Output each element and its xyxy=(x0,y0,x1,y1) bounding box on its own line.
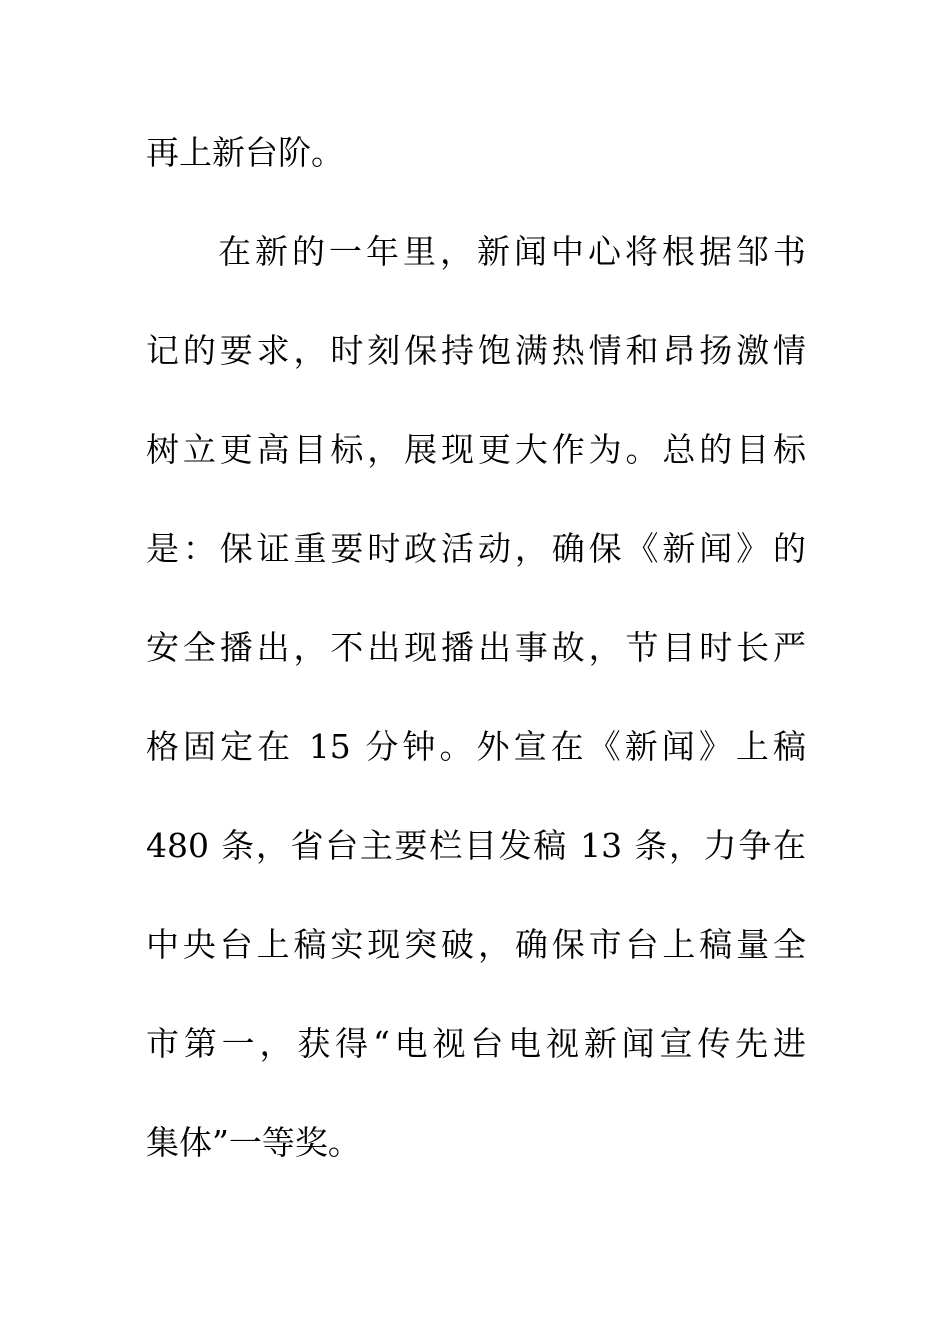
text-line-2: 在新的一年里，新闻中心将根据邹书 xyxy=(218,232,806,271)
text-line-6: 安全播出，不出现播出事故，节目时长严 xyxy=(146,628,806,667)
text-line-9: 中央台上稿实现突破，确保市台上稿量全 xyxy=(146,925,806,964)
text-line-4: 树立更高目标，展现更大作为。总的目标 xyxy=(146,430,806,469)
text-line-3: 记的要求，时刻保持饱满热情和昂扬激情 xyxy=(146,331,806,370)
text-line-10: 市第一，获得“电视台电视新闻宣传先进 xyxy=(146,1024,806,1063)
text-line-1: 再上新台阶。 xyxy=(146,133,344,172)
text-line-5: 是：保证重要时政活动，确保《新闻》的 xyxy=(146,529,806,568)
text-line-8: 480 条，省台主要栏目发稿 13 条，力争在 xyxy=(146,826,806,865)
text-line-7: 格固定在 15 分钟。外宣在《新闻》上稿 xyxy=(146,727,806,766)
text-line-11: 集体”一等奖。 xyxy=(146,1123,361,1162)
